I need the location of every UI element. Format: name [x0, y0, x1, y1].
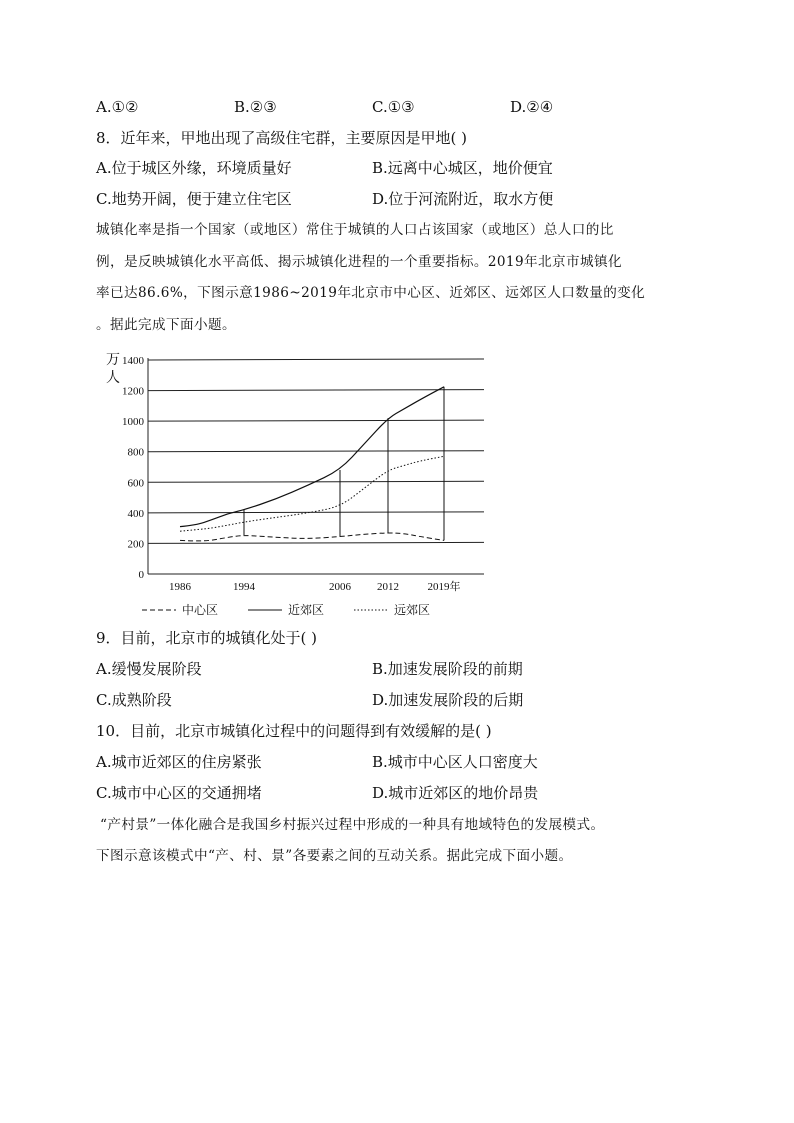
series-line-中心区	[180, 533, 444, 541]
legend-label-中心区: 中心区	[182, 603, 219, 617]
passage1-line-2: 例，是反映城镇化水平高低、揭示城镇化进程的一个重要指标。2019年北京市城镇化	[96, 254, 622, 270]
passage1-line-1: 城镇化率是指一个国家（或地区）常住于城镇的人口占该国家（或地区）总人口的比	[96, 222, 614, 238]
q10-option-b[interactable]: B.城市中心区人口密度大	[372, 753, 538, 771]
q7-option-d[interactable]: D.②④	[510, 98, 554, 116]
passage1-line-3: 率已达86.6%，下图示意1986~2019年北京市中心区、近郊区、远郊区人口数量的变化	[96, 285, 646, 301]
y-axis-label: 人	[106, 371, 120, 386]
q8-option-d[interactable]: D.位于河流附近，取水方便	[372, 190, 554, 208]
chart-tick-labels	[106, 353, 461, 593]
y-tick-label: 1400	[122, 355, 144, 367]
q7-option-b[interactable]: B.②③	[234, 98, 277, 116]
y-tick-label: 600	[127, 477, 144, 490]
q7-option-c[interactable]: C.①③	[372, 98, 415, 116]
series-line-近郊区	[180, 387, 444, 527]
q8-option-a[interactable]: A.位于城区外缘，环境质量好	[96, 159, 292, 177]
q7-option-a[interactable]: A.①②	[96, 98, 139, 116]
passage1-line-4: 。据此完成下面小题。	[96, 317, 236, 333]
q10-option-c[interactable]: C.城市中心区的交通拥堵	[96, 784, 262, 802]
legend-label-近郊区: 近郊区	[288, 603, 325, 617]
gridline-1000	[148, 420, 484, 421]
y-tick-label: 0	[138, 569, 144, 581]
gridline-400	[148, 512, 484, 513]
x-tick-label: 1994	[233, 581, 255, 593]
x-tick-label: 1986	[169, 581, 191, 593]
q9-option-d[interactable]: D.加速发展阶段的后期	[372, 691, 524, 709]
y-tick-label: 200	[127, 538, 144, 551]
x-tick-label: 2012	[377, 581, 399, 593]
y-tick-label: 800	[127, 446, 144, 459]
q10-option-d[interactable]: D.城市近郊区的地价昂贵	[372, 784, 539, 802]
gridline-800	[148, 451, 484, 452]
q10-option-a[interactable]: A.城市近郊区的住房紧张	[96, 753, 262, 771]
chart-grid	[148, 359, 484, 543]
gridline-1400	[148, 359, 484, 360]
legend-label-远郊区: 远郊区	[394, 603, 431, 617]
passage2-line-1: “产村景”一体化融合是我国乡村振兴过程中形成的一种具有地域特色的发展模式。	[100, 817, 605, 833]
q8-option-c[interactable]: C.地势开阔，便于建立住宅区	[96, 190, 292, 208]
q8-option-b[interactable]: B.远离中心城区，地价便宜	[372, 159, 553, 177]
x-tick-label: 2006	[329, 581, 351, 593]
chart-legend	[142, 602, 430, 617]
q9-stem: 9．目前，北京市的城镇化处于( )	[96, 629, 318, 647]
y-tick-label: 1000	[122, 416, 144, 429]
population-chart-svg	[96, 348, 516, 624]
y-tick-label: 1200	[122, 385, 144, 398]
q8-stem: 8．近年来，甲地出现了高级住宅群，主要原因是甲地( )	[96, 129, 468, 147]
q9-option-c[interactable]: C.成熟阶段	[96, 691, 172, 709]
population-chart	[96, 348, 516, 624]
y-axis-label: 万	[106, 353, 120, 368]
x-tick-label: 2019年	[427, 581, 461, 593]
q9-option-a[interactable]: A.缓慢发展阶段	[96, 660, 202, 678]
q10-stem: 10．目前，北京市城镇化过程中的问题得到有效缓解的是( )	[96, 722, 492, 740]
y-tick-label: 400	[127, 507, 144, 520]
q9-option-b[interactable]: B.加速发展阶段的前期	[372, 660, 523, 678]
gridline-1200	[148, 390, 484, 391]
passage2-line-2: 下图示意该模式中“产、村、景”各要素之间的互动关系。据此完成下面小题。	[96, 848, 573, 864]
series-line-远郊区	[180, 456, 444, 531]
chart-series	[179, 386, 444, 542]
gridline-200	[148, 542, 484, 543]
